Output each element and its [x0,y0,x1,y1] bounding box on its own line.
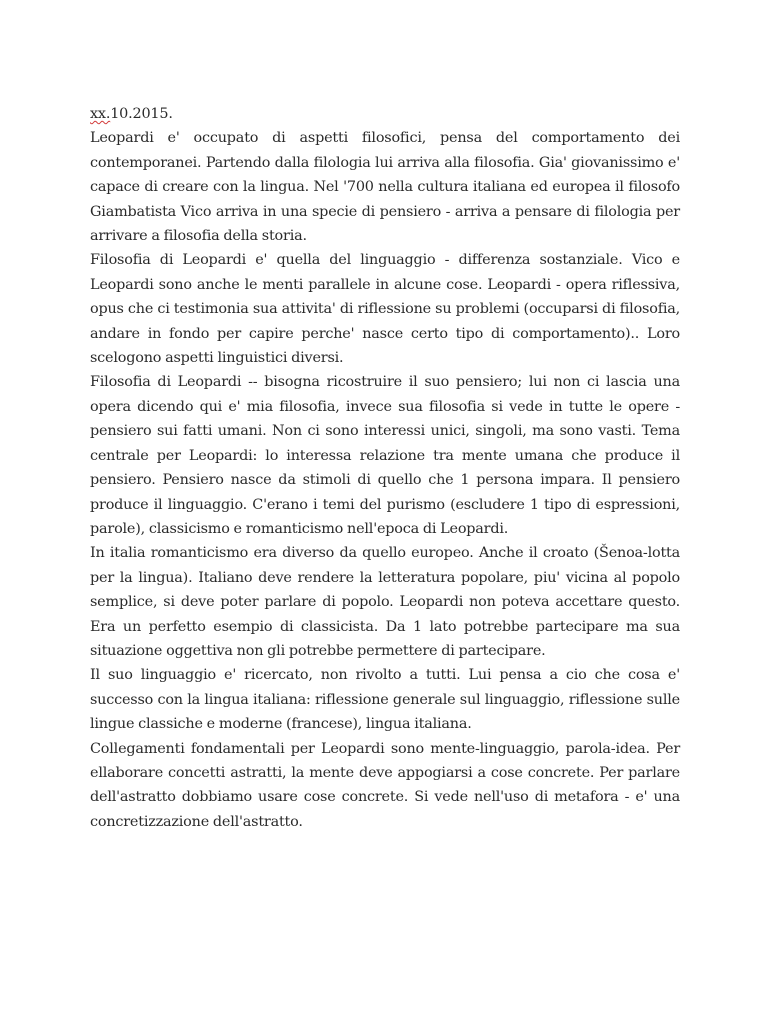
document-body [90,102,680,834]
date-prefix: xx. [90,106,111,122]
paragraph-3: Filosofia di Leopardi -- bisogna ricostruire il suo pensiero; lui non ci lascia una opera dicendo qui e' mia filosofia, invece sua filosofia si vede in tutte le opere - pensiero sui fatti umani. Non ci sono interessi unici, singoli, ma sono vasti. Tema centrale per Leopardi: lo interessa relazione tra mente umana che produce il pensiero. Pensiero nasce da stimoli di quello che 1 persona impara. Il pensiero produce il linguaggio. C'erano i temi del purismo (escludere 1 tipo di espressioni, parole), classicismo e romanticismo nell'epoca di Leopardi. [90,374,680,537]
date-rest: 10.2015. [110,106,173,122]
paragraph-4: In italia romanticismo era diverso da quello europeo. Anche il croato (Šenoa-lotta per la lingua). Italiano deve rendere la letteratura popolare, piu' vicina al popolo semplice, si deve poter parlare di popolo. Leopardi non poteva accettare questo. Era un perfetto esempio di classicista. Da 1 lato potrebbe partecipare ma sua situazione oggettiva non gli potrebbe permettere di partecipare. [90,545,680,659]
paragraph-1: Leopardi e' occupato di aspetti filosofici, pensa del comportamento dei contemporanei. Partendo dalla filologia lui arriva alla filosofia. Gia' giovanissimo e' capace di creare con la lingua. Nel '700 nella cultura italiana ed europea il filosofo Giambatista Vico arriva in una specie di pensiero - arriva a pensare di filologia per arrivare a filosofia della storia. [90,130,680,245]
paragraph-6: Collegamenti fondamentali per Leopardi sono mente-linguaggio, parola-idea. Per ellaborare concetti astratti, la mente deve appogiarsi a cose concrete. Per parlare dell'astratto dobbiamo usare cose concrete. Si vede nell'uso di metafora - e' una concretizzazione dell'astratto. [90,740,680,830]
paragraph-2: Filosofia di Leopardi e' quella del linguaggio - differenza sostanziale. Vico e Leopardi sono anche le menti parallele in alcune cose. Leopardi - opera riflessiva, opus che ci testimonia sua attivita' di riflessione su problemi (occuparsi di filosofia, andare in fondo per capire perche' nasce certo tipo di comportamento).. Loro scelogono aspetti linguistici diversi. [90,252,680,367]
paragraph-5: Il suo linguaggio e' ricercato, non rivolto a tutti. Lui pensa a cio che cosa e' successo con la lingua italiana: riflessione generale sul linguaggio, riflessione sulle lingue classiche e moderne (francese), lingua italiana. [90,667,680,733]
date-line [90,102,680,126]
